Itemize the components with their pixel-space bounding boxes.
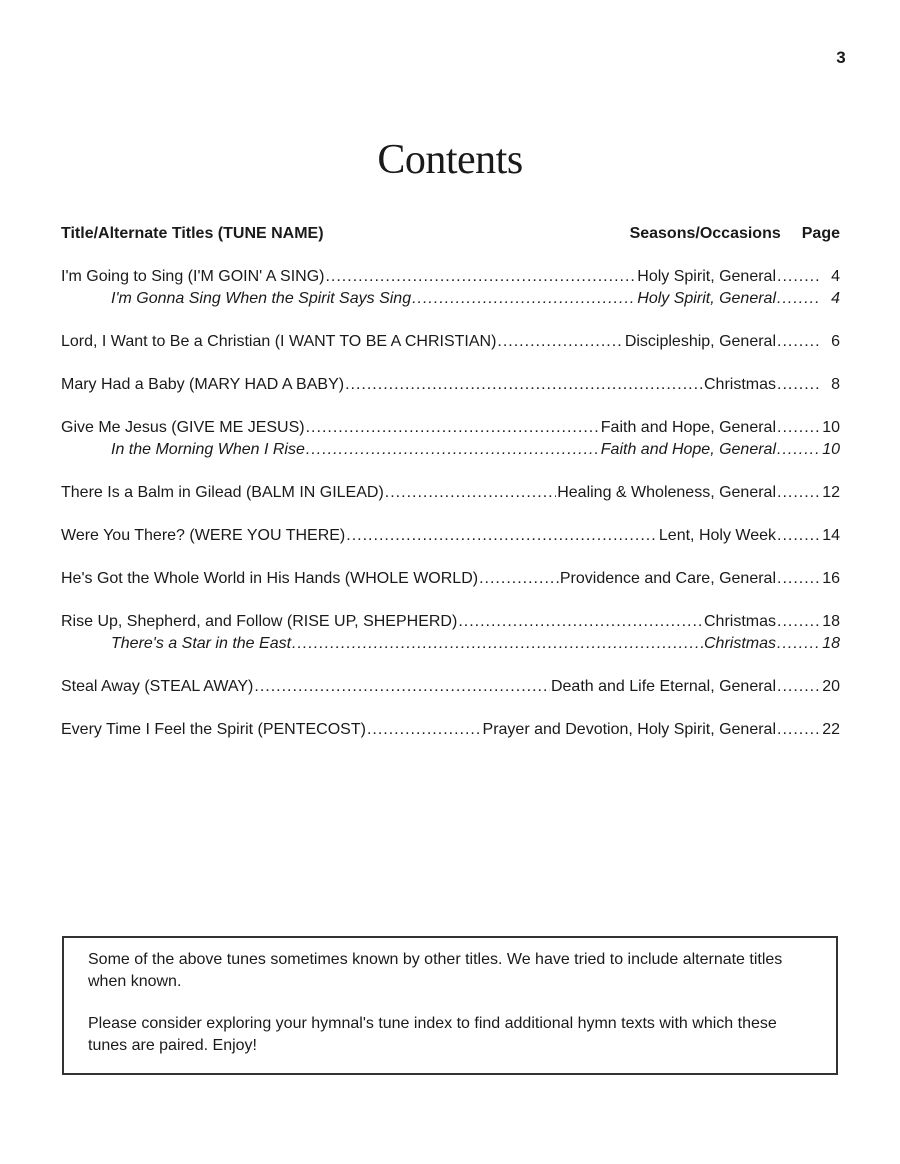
toc-title: Steal Away (STEAL AWAY) [61,678,254,695]
toc-page-number: 18 [822,635,840,652]
table-of-contents [61,266,840,762]
toc-page-number: 22 [822,721,840,738]
toc-entry [61,331,840,353]
dot-leader [306,417,600,439]
toc-page-number: 16 [822,570,840,587]
toc-title: Rise Up, Shepherd, and Follow (RISE UP, SHEPHERD) [61,613,458,630]
toc-page-number: 4 [831,290,840,307]
page-title: Contents [377,137,523,183]
page-number: 3 [836,48,846,67]
toc-alternate-title-row[interactable] [61,288,840,310]
dot-leader [345,374,703,396]
toc-entry [61,568,840,590]
toc-entry [61,525,840,547]
toc-entry [61,611,840,655]
toc-page-number: 8 [831,376,840,393]
toc-season: Providence and Care, General [559,570,776,587]
toc-header [61,225,840,243]
dot-leader [458,611,703,633]
dot-leader [497,331,623,353]
toc-row[interactable] [61,266,840,288]
toc-season: Christmas [703,613,776,630]
dot-leader [777,611,819,633]
toc-season: Holy Spirit, General [637,268,776,285]
note-paragraph: Please consider exploring your hymnal's tune index to find additional hymn texts with which these tunes are paired. Enjoy! [88,1015,777,1054]
toc-title: Give Me Jesus (GIVE ME JESUS) [61,419,305,436]
toc-season: Christmas [703,376,776,393]
toc-title: There Is a Balm in Gilead (BALM IN GILEAD) [61,484,384,501]
toc-page-number: 18 [822,613,840,630]
toc-page-number: 20 [822,678,840,695]
toc-title: In the Morning When I Rise [111,441,305,458]
dot-leader [306,439,600,461]
dot-leader [777,525,819,547]
toc-entry [61,482,840,504]
toc-page-number: 12 [822,484,840,501]
toc-season: Death and Life Eternal, General [550,678,776,695]
toc-entry [61,676,840,698]
toc-season: Prayer and Devotion, Holy Spirit, General [482,721,776,738]
toc-title: I'm Going to Sing (I'M GOIN' A SING) [61,268,325,285]
dot-leader [777,439,819,461]
toc-title: Every Time I Feel the Spirit (PENTECOST) [61,721,366,738]
dot-leader [292,633,703,655]
toc-title: I'm Gonna Sing When the Spirit Says Sing [111,290,412,307]
dot-leader [777,374,819,396]
toc-entry [61,719,840,741]
toc-title: Mary Had a Baby (MARY HAD A BABY) [61,376,345,393]
dot-leader [777,417,819,439]
dot-leader [254,676,550,698]
toc-alternate-title-row[interactable] [61,439,840,461]
toc-page-number: 10 [822,419,840,436]
toc-season: Lent, Holy Week [658,527,776,544]
toc-row[interactable] [61,611,840,633]
toc-entry [61,374,840,396]
toc-page-number: 4 [831,268,840,285]
toc-page-number: 14 [822,527,840,544]
toc-page-number: 6 [831,333,840,350]
dot-leader [777,568,819,590]
toc-page-number: 10 [822,441,840,458]
toc-row[interactable] [61,374,840,396]
dot-leader [777,676,819,698]
toc-row[interactable] [61,525,840,547]
dot-leader [777,719,819,741]
toc-season: Healing & Wholeness, General [557,484,776,501]
toc-row[interactable] [61,482,840,504]
toc-row[interactable] [61,417,840,439]
dot-leader [777,266,819,288]
dot-leader [777,331,819,353]
note-paragraph: Some of the above tunes sometimes known by other titles. We have tried to include alternate titles when known. [88,951,783,990]
dot-leader [777,633,819,655]
toc-title: Were You There? (WERE YOU THERE) [61,527,346,544]
note-box [62,936,838,1075]
header-seasons-column: Seasons/Occasions [629,225,781,242]
dot-leader [777,288,819,310]
toc-row[interactable] [61,719,840,741]
toc-season: Holy Spirit, General [637,290,776,307]
toc-title: Lord, I Want to Be a Christian (I WANT TO BE A CHRISTIAN) [61,333,497,350]
dot-leader [777,482,819,504]
toc-alternate-title-row[interactable] [61,633,840,655]
toc-season: Faith and Hope, General [600,419,776,436]
toc-title: He's Got the Whole World in His Hands (WHOLE WORLD) [61,570,479,587]
dot-leader [412,288,636,310]
header-page-column: Page [801,225,840,242]
dot-leader [325,266,636,288]
toc-title: There's a Star in the East [111,635,292,652]
toc-entry [61,266,840,310]
dot-leader [385,482,556,504]
toc-row[interactable] [61,331,840,353]
toc-season: Faith and Hope, General [600,441,776,458]
dot-leader [346,525,658,547]
toc-row[interactable] [61,568,840,590]
toc-season: Discipleship, General [624,333,776,350]
header-title-column: Title/Alternate Titles (TUNE NAME) [61,225,324,242]
dot-leader [479,568,559,590]
toc-row[interactable] [61,676,840,698]
toc-season: Christmas [703,635,776,652]
toc-entry [61,417,840,461]
dot-leader [367,719,482,741]
